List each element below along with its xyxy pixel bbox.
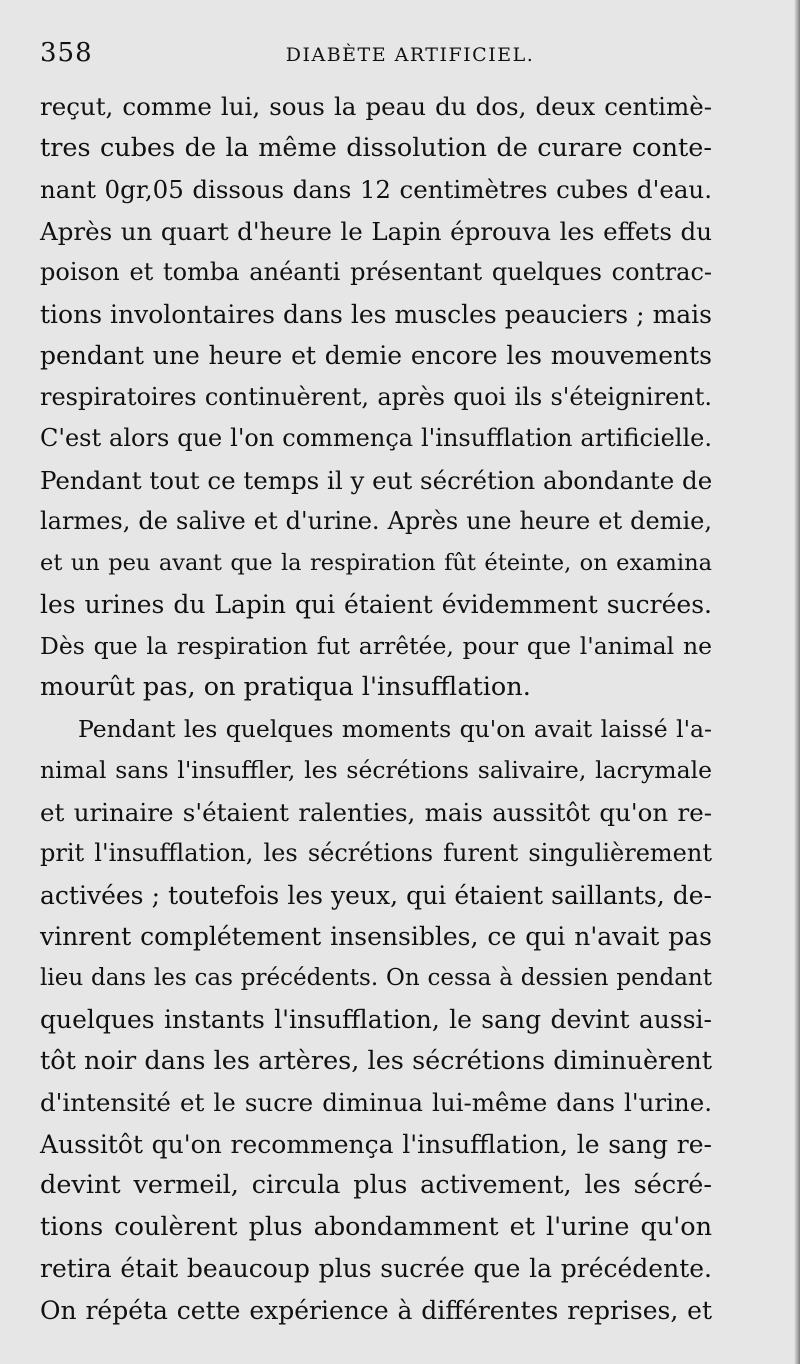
text-line: lieu dans les cas précédents. On cessa à dessien pendant [40, 964, 712, 991]
text-line: tions involontaires dans les muscles peauciers ; mais [40, 299, 712, 329]
text-line: prit l'insufflation, les sécrétions furent singulièrement [40, 839, 712, 867]
text-line: mourût pas, on pratiqua l'insufflation. [40, 672, 531, 702]
paragraph-2 [40, 709, 712, 1332]
text-line: C'est alors que l'on commença l'insufflation artificielle. [40, 424, 712, 452]
text-line: reçut, comme lui, sous la peau du dos, deux centimè- [40, 92, 712, 121]
text-line: respiratoires continuèrent, après quoi ils s'éteignirent. [40, 382, 712, 411]
text-line: Pendant les quelques moments qu'on avait laissé l'a- [78, 714, 712, 743]
text-line: nant 0gr,05 dissous dans 12 centimètres cubes d'eau. [40, 175, 712, 204]
page-number: 358 [40, 38, 93, 68]
text-line: et un peu avant que la respiration fût éteinte, on examina [40, 549, 712, 576]
text-line: vinrent complétement insensibles, ce qui n'avait pas [40, 922, 712, 951]
running-head [40, 38, 740, 74]
text-line: Après un quart d'heure le Lapin éprouva les effets du [40, 216, 712, 246]
text-line: activées ; toutefois les yeux, qui étaient saillants, de- [40, 880, 712, 910]
paragraph-1 [40, 86, 712, 709]
text-line: poison et tomba anéanti présentant quelques contrac- [40, 258, 712, 286]
text-line: Dès que la respiration fut arrêtée, pour que l'animal ne [40, 631, 712, 660]
text-line: et urinaire s'étaient ralenties, mais aussitôt qu'on re- [40, 797, 712, 827]
text-line: devint vermeil, circula plus activement, les sécré- [40, 1170, 712, 1200]
text-line: tôt noir dans les artères, les sécrétions diminuèrent [40, 1045, 712, 1076]
body-text [40, 86, 712, 1331]
text-line: retira était beaucoup plus sucrée que la précédente. [40, 1254, 712, 1283]
text-line: tres cubes de la même dissolution de curare conte- [40, 132, 712, 163]
text-line: Aussitôt qu'on recommença l'insufflation, le sang re- [40, 1129, 712, 1159]
text-line: Pendant tout ce temps il y eut sécrétion abondante de [40, 465, 713, 495]
text-line: pendant une heure et demie encore les mouvements [40, 341, 712, 370]
text-line: d'intensité et le sucre diminua lui-même dans l'urine. [40, 1088, 712, 1117]
text-line: quelques instants l'insufflation, le sang devint aussi- [40, 1005, 712, 1034]
text-line: les urines du Lapin qui étaient évidemment sucrées. [40, 590, 712, 619]
text-line: larmes, de salive et d'urine. Après une heure et demie, [40, 507, 712, 535]
running-title: DIABÈTE ARTIFICIEL. [285, 44, 535, 66]
text-line: On répéta cette expérience à différentes reprises, et [40, 1295, 712, 1325]
text-line: nimal sans l'insuffler, les sécrétions salivaire, lacrymale [40, 756, 712, 784]
text-line: tions coulèrent plus abondamment et l'urine qu'on [40, 1211, 712, 1242]
